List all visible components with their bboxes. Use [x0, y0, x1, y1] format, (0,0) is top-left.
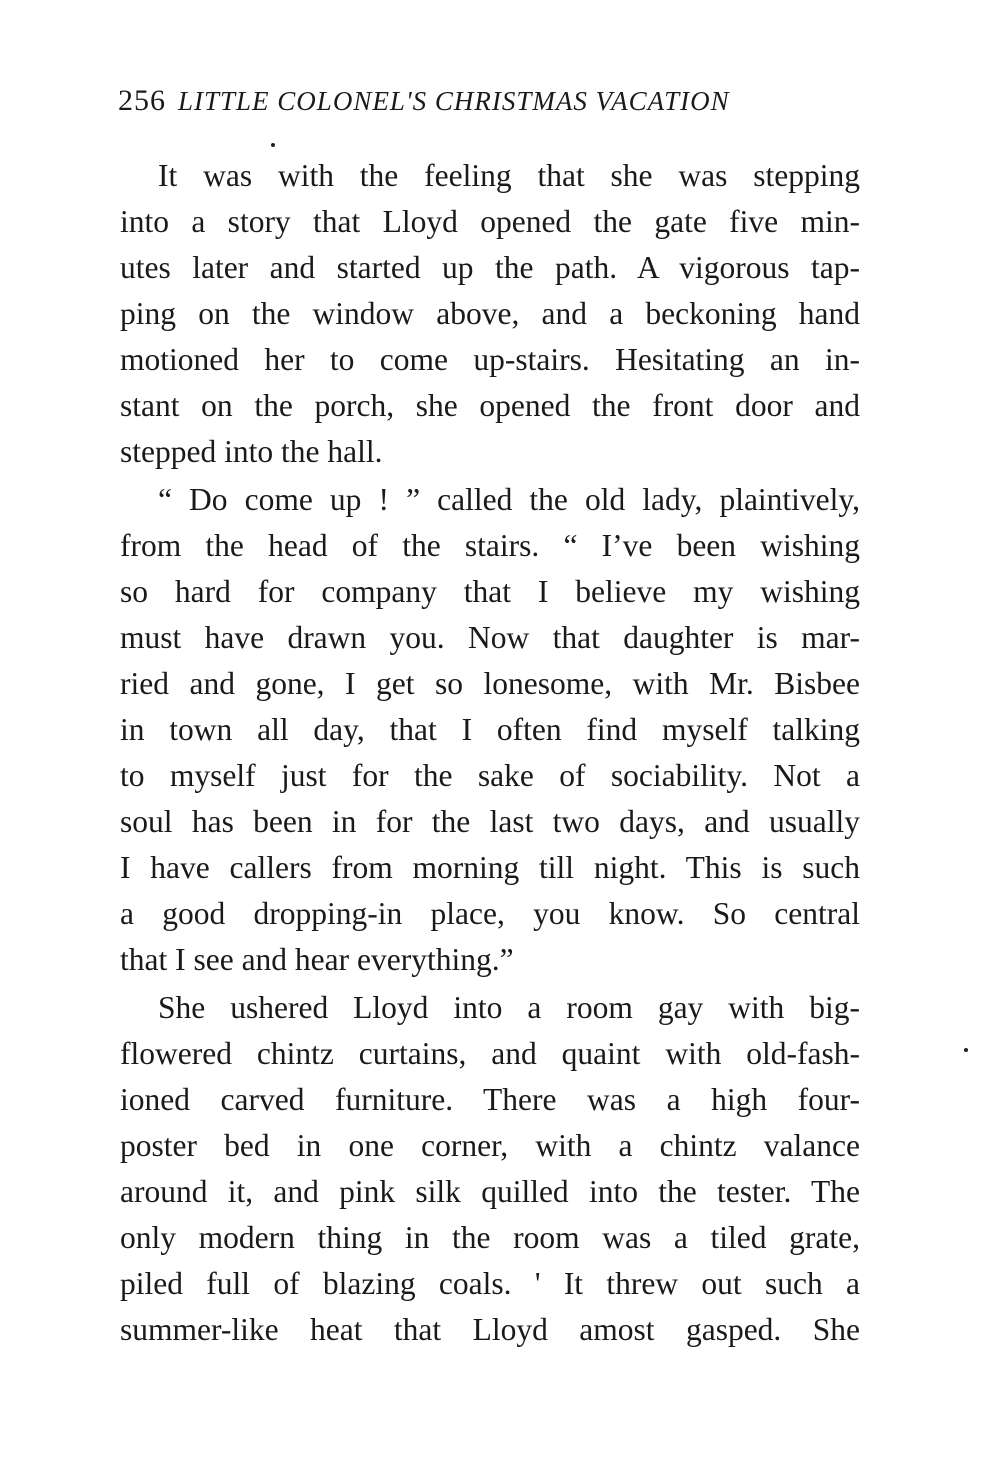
text-line: “ Do come up ! ” called the old lady, plaintively,: [158, 482, 860, 517]
text-line: She ushered Lloyd into a room gay with big-: [158, 990, 860, 1025]
text-line: from the head of the stairs. “ I’ve been wishing: [120, 528, 860, 563]
scan-speck: [271, 143, 275, 147]
text-line: to myself just for the sake of sociability. Not a: [120, 758, 860, 793]
page-number: 256: [118, 84, 166, 117]
text-line: a good dropping-in place, you know. So central: [120, 896, 860, 931]
running-head: [118, 84, 878, 124]
text-line: stepped into the hall.: [120, 434, 383, 469]
text-line: only modern thing in the room was a tiled grate,: [120, 1220, 860, 1255]
text-line: stant on the porch, she opened the front door and: [120, 388, 860, 423]
text-line: summer-like heat that Lloyd amost gasped. She: [120, 1312, 860, 1347]
text-line: in town all day, that I often find myself talking: [120, 712, 860, 747]
text-line: utes later and started up the path. A vigorous tap-: [120, 250, 860, 285]
text-line: so hard for company that I believe my wishing: [120, 574, 860, 609]
running-title: LITTLE COLONEL'S CHRISTMAS VACATION: [178, 86, 730, 116]
text-line: It was with the feeling that she was stepping: [158, 158, 860, 193]
scan-speck: [964, 1048, 968, 1052]
text-line: ping on the window above, and a beckoning hand: [120, 296, 860, 331]
text-line: ioned carved furniture. There was a high four-: [120, 1082, 860, 1117]
text-line: motioned her to come up-stairs. Hesitating an in-: [120, 342, 860, 377]
text-line: soul has been in for the last two days, and usually: [120, 804, 860, 839]
text-line: piled full of blazing coals. ' It threw out such a: [120, 1266, 860, 1301]
text-line: must have drawn you. Now that daughter is mar-: [120, 620, 860, 655]
text-line: that I see and hear everything.”: [120, 942, 514, 977]
text-line: poster bed in one corner, with a chintz valance: [120, 1128, 860, 1163]
text-line: around it, and pink silk quilled into the tester. The: [120, 1174, 860, 1209]
text-line: into a story that Lloyd opened the gate five min-: [120, 204, 860, 239]
text-line: I have callers from morning till night. This is such: [120, 850, 860, 885]
text-line: ried and gone, I get so lonesome, with Mr. Bisbee: [120, 666, 860, 701]
text-line: flowered chintz curtains, and quaint with old-fash-: [120, 1036, 860, 1071]
